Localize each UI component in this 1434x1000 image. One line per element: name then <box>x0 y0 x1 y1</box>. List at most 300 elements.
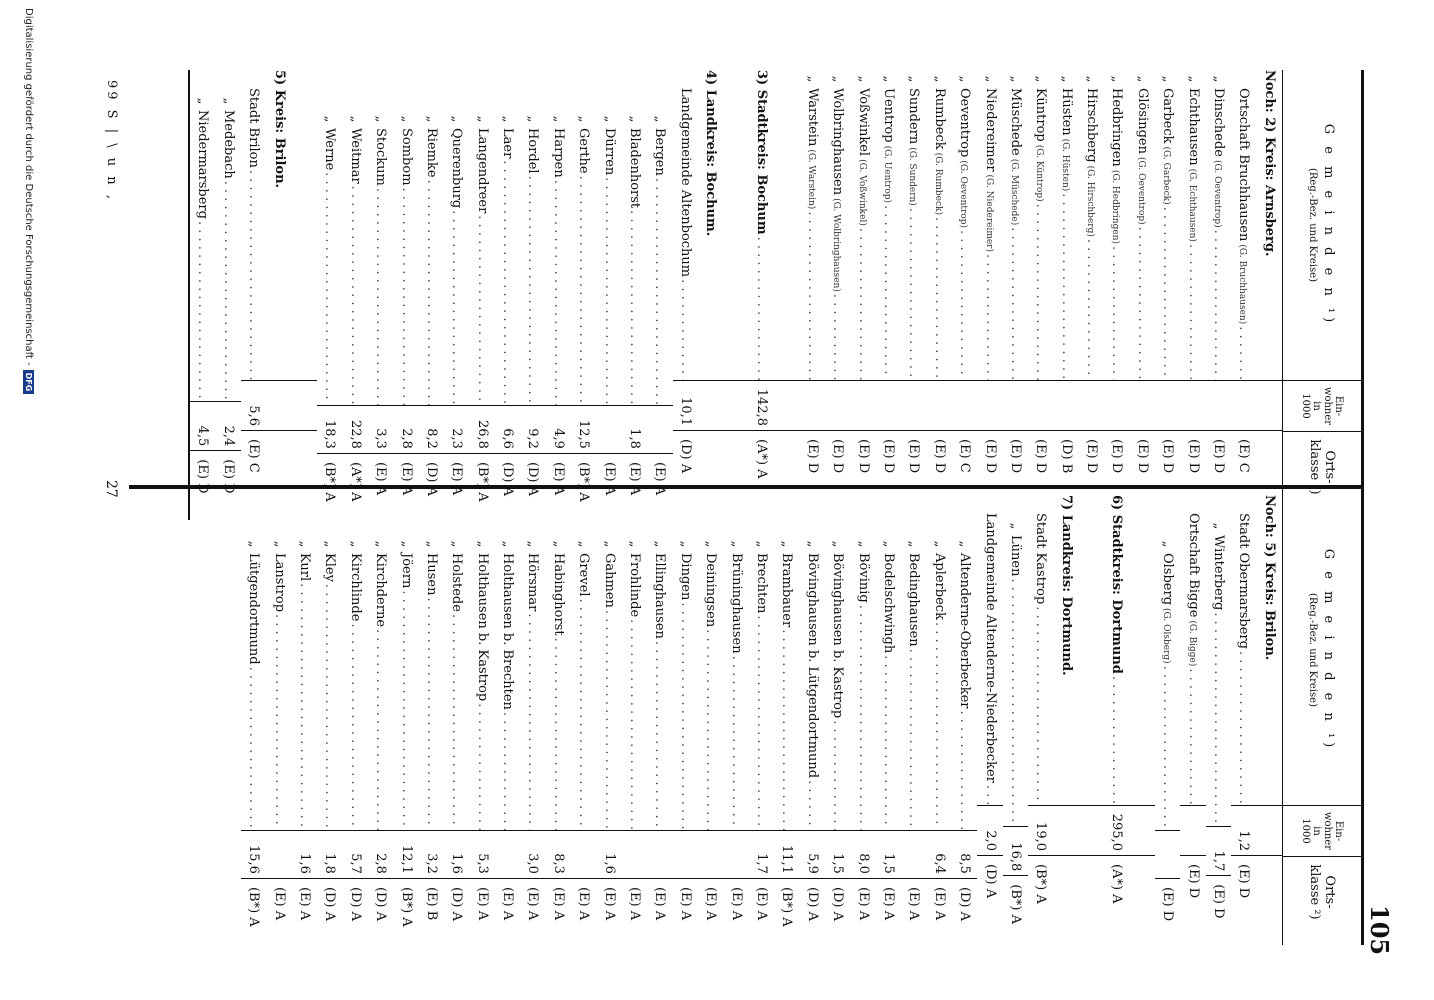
gemeinde-cell <box>1008 495 1023 826</box>
gemeinde-name: Hirschberg <box>1084 88 1100 163</box>
population-cell: 1,7 <box>1206 826 1231 876</box>
header-pop-line: wohner <box>1322 386 1333 426</box>
gemeinde-name: Querenburg <box>449 128 465 209</box>
gemeinde-cell <box>322 70 337 405</box>
gemeinde-name: Sundern <box>906 88 922 145</box>
ditto-mark: „ <box>601 540 617 548</box>
header-pop-line: in <box>1311 401 1322 411</box>
gemeinde-name: Lanstrop <box>271 553 287 613</box>
gemeinde-cell <box>475 495 490 830</box>
gemeinde-cell <box>500 495 515 830</box>
ortsklasse-cell: (E) A <box>571 878 596 945</box>
gemeinde-name: Deiningsen <box>703 553 719 628</box>
section-heading <box>1053 495 1078 945</box>
leader-dots <box>779 629 794 830</box>
gemeinde-cell <box>1059 495 1074 805</box>
ditto-mark: „ <box>957 75 973 83</box>
ortsklasse-cell: (B*) A <box>470 453 495 520</box>
table-row <box>571 495 596 945</box>
ortsklasse-cell: (E) A <box>470 878 495 945</box>
population-cell <box>977 380 1002 430</box>
ortsklasse-cell: (E) D <box>190 450 215 520</box>
ortsklasse-cell: (E) D <box>1104 430 1129 500</box>
leader-dots <box>1236 326 1251 380</box>
section-heading <box>698 70 723 520</box>
gemeinde-cell <box>983 495 998 805</box>
population-cell: 11,1 <box>774 830 799 878</box>
leader-dots <box>272 614 287 830</box>
gemeinde-name: Warstein <box>804 88 820 147</box>
gemeinde-name: Echthausen <box>1185 88 1201 166</box>
gemeinde-name: Holthausen b. Kastrop <box>474 553 490 702</box>
gemeinde-cell <box>678 495 693 830</box>
gemeinde-cell <box>1135 70 1150 380</box>
ortsklasse-cell: (E) C <box>952 430 977 500</box>
population-cell: 142,8 <box>749 380 774 430</box>
table-row <box>393 70 418 520</box>
footer-signature: 99 S | \ u n ‚ <box>104 80 119 202</box>
ditto-mark: „ <box>880 540 896 548</box>
population-cell: 26,8 <box>470 405 495 453</box>
population-cell: 9,2 <box>520 405 545 453</box>
leader-dots <box>957 711 972 831</box>
gemeinde-cell <box>957 495 972 830</box>
gemeinde-cell <box>602 70 617 405</box>
gemeinde-name: Müschede <box>1007 88 1023 156</box>
gemeinde-note: (G. Oeventrop) <box>1212 160 1223 228</box>
gemeinde-note: (G. Niedereimer) <box>983 174 994 252</box>
gemeinde-cell <box>525 495 540 830</box>
ortsklasse-cell: (E) A <box>749 878 774 945</box>
ditto-mark: „ <box>576 115 592 123</box>
leader-dots <box>830 720 845 830</box>
gemeinde-cell <box>805 70 820 380</box>
leader-dots <box>983 785 998 805</box>
gemeinde-name: Dingen <box>677 553 693 601</box>
table-row <box>927 495 952 945</box>
ortsklasse-cell: (D) A <box>673 430 698 500</box>
population-cell: 2,8 <box>393 405 418 453</box>
gemeinde-cell <box>627 495 642 830</box>
table-row <box>901 70 926 520</box>
ortsklasse-cell: (A*) A <box>749 430 774 500</box>
header-pop-line: Ein- <box>1333 395 1344 417</box>
header-class-line: klasse ²) <box>1307 864 1322 920</box>
table-row <box>368 70 393 520</box>
ortsklasse-cell: (E) D <box>1028 430 1053 500</box>
ortsklasse-cell: (E) C <box>1231 430 1256 500</box>
gemeinde-name: Stadt Obermarsberg <box>1236 513 1252 649</box>
spacer-row <box>1079 495 1104 945</box>
gemeinde-cell <box>805 495 820 830</box>
gemeinde-cell <box>373 70 388 405</box>
population-cell <box>1155 830 1180 878</box>
ditto-mark: „ <box>347 115 363 123</box>
population-cell <box>825 380 850 430</box>
ortsklasse-cell: (D) A <box>495 453 520 520</box>
ortsklasse-cell <box>1257 430 1282 500</box>
population-cell <box>901 830 926 878</box>
population-cell: 5,6 <box>241 380 266 430</box>
table-row <box>723 495 748 945</box>
leader-dots <box>856 605 871 830</box>
table-row <box>470 495 495 945</box>
ortsklasse-cell: (E) D <box>1003 430 1028 500</box>
gemeinde-name: Kurl <box>296 553 312 582</box>
table-row <box>1180 495 1205 945</box>
gemeinde-note: (G. Hedbringen) <box>1110 169 1121 244</box>
table-row <box>393 495 418 945</box>
table-row <box>800 70 825 520</box>
ortsklasse-cell: (E) A <box>698 878 723 945</box>
leader-dots <box>1033 606 1048 805</box>
ortsklasse-cell: (E) A <box>901 878 926 945</box>
table-row <box>266 495 291 945</box>
table-row <box>901 495 926 945</box>
population-cell <box>774 380 799 430</box>
table-right <box>241 495 1364 945</box>
population-cell: 8,2 <box>419 405 444 453</box>
gemeinde-cell <box>983 70 998 380</box>
population-cell: 1,8 <box>317 830 342 878</box>
table-row <box>546 70 571 520</box>
gemeinde-name: Harpen <box>550 128 566 178</box>
ortsklasse-cell: (E) D <box>1155 430 1180 500</box>
section-heading <box>1257 70 1282 520</box>
gemeinde-name: Bladenhorst <box>627 128 643 209</box>
gemeinde-name: Medebach <box>220 110 236 179</box>
table-row <box>622 70 647 520</box>
gemeinde-note: (G. Bruchhausen) <box>1237 244 1248 325</box>
ditto-mark: „ <box>627 540 643 548</box>
ditto-mark: „ <box>347 540 363 548</box>
ortsklasse-cell: (E) A <box>647 878 672 945</box>
ditto-mark: „ <box>601 115 617 123</box>
ditto-mark: „ <box>474 115 490 123</box>
gemeinde-cell <box>221 70 236 401</box>
gemeinde-name: Küntrop <box>1033 88 1049 142</box>
gemeinde-name: Jöern <box>398 553 414 589</box>
table-row <box>749 495 774 945</box>
leader-dots <box>399 590 414 830</box>
ditto-mark: „ <box>1058 75 1074 83</box>
leader-dots <box>729 656 744 830</box>
population-cell: 2,8 <box>368 830 393 878</box>
gemeinde-cell <box>297 495 312 830</box>
header-pop-line: Ein- <box>1333 820 1344 842</box>
leader-dots <box>805 211 820 380</box>
ortsklasse-cell: (B*) A <box>1003 875 1028 945</box>
table-left <box>188 70 1364 520</box>
ditto-mark: „ <box>220 97 236 105</box>
table-row <box>1079 70 1104 520</box>
ortsklasse-cell: (A*) A <box>1104 855 1129 925</box>
ortsklasse-cell <box>1257 855 1282 925</box>
gemeinde-name: Bergen <box>652 128 668 176</box>
gemeinde-name: Bedinghausen <box>906 553 922 647</box>
table-row <box>1231 70 1256 520</box>
population-cell <box>1180 805 1205 855</box>
gemeinde-name: Noch: 5) Kreis: Brilon. <box>1261 495 1277 661</box>
population-cell: 8,3 <box>546 830 571 878</box>
gemeinde-cell <box>703 70 718 380</box>
gemeinde-name: Werne <box>322 128 338 171</box>
population-cell: 22,8 <box>343 405 368 453</box>
ortsklasse-cell: (E) D <box>800 430 825 500</box>
gemeinde-cell <box>373 495 388 830</box>
gemeinde-name: Kirchderne <box>373 553 389 628</box>
population-cell: 2,3 <box>444 405 469 453</box>
ortsklasse-cell <box>1130 855 1155 925</box>
gemeinde-cell <box>1236 495 1251 805</box>
population-cell <box>1003 380 1028 430</box>
population-cell <box>876 380 901 430</box>
ortsklasse-cell: (E) D <box>876 430 901 500</box>
gemeinde-note: (G. Küntrop) <box>1034 144 1045 202</box>
population-cell <box>800 380 825 430</box>
ditto-mark: „ <box>855 75 871 83</box>
leader-dots <box>1211 612 1226 825</box>
leader-dots <box>678 279 693 380</box>
spacer-row <box>1130 495 1155 945</box>
population-cell <box>1206 380 1231 430</box>
leader-dots <box>525 176 540 406</box>
ortsklasse-cell: (E) D <box>1180 430 1205 500</box>
ditto-mark: „ <box>906 75 922 83</box>
gemeinde-name: Brechten <box>754 553 769 614</box>
ditto-mark: „ <box>296 540 312 548</box>
gemeinde-name: Niedereimer <box>982 88 998 172</box>
gemeinde-name: Bövinig <box>855 553 871 603</box>
leader-dots <box>500 160 515 405</box>
gemeinde-cell <box>1033 495 1048 805</box>
table-row <box>596 70 621 520</box>
leader-dots <box>1186 668 1201 805</box>
gemeinde-name: Sombom <box>398 128 414 186</box>
ortsklasse-cell: (E) A <box>546 453 571 520</box>
population-cell: 1,6 <box>292 830 317 878</box>
ditto-mark: „ <box>1007 75 1023 83</box>
population-cell <box>723 380 748 430</box>
footer-number: 27 <box>103 480 119 498</box>
table-row <box>977 70 1002 520</box>
table-row <box>520 495 545 945</box>
leader-dots <box>906 649 921 830</box>
population-cell: 1,6 <box>444 830 469 878</box>
gemeinde-name: Olsberg <box>1160 553 1176 606</box>
population-cell: 4,9 <box>546 405 571 453</box>
ditto-mark: „ <box>525 115 541 123</box>
table-row <box>825 495 850 945</box>
table-row <box>825 70 850 520</box>
gemeinde-name: Altenderne-Oberbecker <box>957 553 973 709</box>
header-gemeinden <box>1283 495 1361 805</box>
ditto-mark: „ <box>1160 75 1176 83</box>
table-row <box>216 70 241 520</box>
leader-dots <box>348 186 363 405</box>
ortsklasse-cell: (E) A <box>850 878 875 945</box>
gemeinde-cell <box>272 495 287 830</box>
ortsklasse-cell: (B*) A <box>317 453 342 520</box>
leader-dots <box>906 208 921 380</box>
ditto-mark: „ <box>779 540 795 548</box>
ortsklasse-cell: (B*) A <box>571 453 596 520</box>
table-row <box>698 495 723 945</box>
gemeinde-cell <box>754 495 769 830</box>
gemeinde-cell <box>399 495 414 830</box>
gemeinde-name: Niedermarsberg <box>195 110 211 219</box>
dfg-watermark <box>23 8 34 394</box>
population-cell: 2,4 <box>216 401 241 451</box>
ortsklasse-cell <box>266 430 291 500</box>
gemeinde-name: Ortschaft Bigge <box>1185 513 1201 618</box>
gemeinde-cell <box>399 70 414 405</box>
ditto-mark: „ <box>1084 75 1100 83</box>
population-cell: 10,1 <box>673 380 698 430</box>
watermark-text: Digitalisierung gefördert durch die Deutsche Forschungsgemeinschaft - <box>23 8 34 366</box>
gemeinde-cell <box>449 70 464 405</box>
leader-dots <box>399 188 414 406</box>
table-row <box>952 70 977 520</box>
population-cell: 1,2 <box>1231 805 1256 855</box>
table-row <box>1104 70 1129 520</box>
leader-dots <box>1109 676 1124 805</box>
leader-dots <box>602 177 617 405</box>
ortsklasse-cell: (D) B <box>1053 430 1078 500</box>
gemeinde-name: Bövinghausen b. Kastrop <box>830 553 846 719</box>
population-cell <box>1079 380 1104 430</box>
gemeinde-cell <box>246 70 261 380</box>
table-row <box>444 70 469 520</box>
ortsklasse-cell: (E) A <box>596 453 621 520</box>
table-row <box>1206 70 1231 520</box>
gemeinde-cell <box>576 70 591 405</box>
page-number: 105 <box>1365 905 1394 956</box>
header-subtitle: (Reg.-Bez. und Kreise) <box>1307 168 1319 282</box>
ortsklasse-cell: (B*) A <box>393 878 418 945</box>
gemeinde-cell <box>881 70 896 380</box>
ditto-mark: „ <box>728 540 744 548</box>
gemeinde-cell <box>1109 70 1124 380</box>
population-cell <box>1180 380 1205 430</box>
leader-dots <box>348 623 363 830</box>
ditto-mark: „ <box>880 75 896 83</box>
ortsklasse-cell: (E) A <box>647 453 672 520</box>
gemeinde-cell <box>525 70 540 405</box>
gemeinde-name: Landgemeinde Altenderne-Niederbecker <box>982 513 998 783</box>
population-cell <box>571 830 596 878</box>
population-cell: 3,0 <box>520 830 545 878</box>
gemeinde-cell <box>424 495 439 830</box>
leader-dots <box>195 221 210 401</box>
population-cell <box>850 380 875 430</box>
leader-dots <box>576 176 591 406</box>
table-row <box>1104 495 1129 945</box>
ditto-mark: „ <box>576 540 592 548</box>
table-row <box>596 495 621 945</box>
ortsklasse-cell <box>1079 855 1104 925</box>
gemeinde-name: Wolbringhausen <box>830 88 846 196</box>
gemeinde-cell <box>754 70 769 380</box>
population-cell <box>1130 805 1155 855</box>
ditto-mark: „ <box>322 115 338 123</box>
leader-dots <box>983 254 998 380</box>
ortsklasse-cell: (E) A <box>622 878 647 945</box>
table-row <box>1155 70 1180 520</box>
ortsklasse-cell: (D) A <box>444 878 469 945</box>
population-cell <box>292 380 317 430</box>
table-row <box>1003 495 1028 945</box>
population-cell: 8,0 <box>850 830 875 878</box>
table-row <box>419 495 444 945</box>
header-ortsklasse <box>1283 431 1361 502</box>
header-title: G e m e i n d e n ¹) <box>1321 548 1337 752</box>
gemeinde-cell <box>475 70 490 405</box>
population-cell: 18,3 <box>317 405 342 453</box>
ditto-mark: „ <box>1109 75 1125 83</box>
gemeinde-cell <box>272 70 287 380</box>
ortsklasse-cell: (E) A <box>444 453 469 520</box>
ditto-mark: „ <box>373 115 389 123</box>
leader-dots <box>1109 246 1124 380</box>
gemeinde-cell <box>1160 495 1175 830</box>
leader-dots <box>1160 666 1175 830</box>
gemeinde-cell <box>957 70 972 380</box>
ortsklasse-cell: (E) A <box>622 453 647 520</box>
gemeinde-name: Kley <box>322 553 338 582</box>
table-row <box>876 70 901 520</box>
ditto-mark: „ <box>1134 75 1150 83</box>
ortsklasse-cell: (E) A <box>495 878 520 945</box>
table-row <box>850 70 875 520</box>
header-class-line: klasse ²) <box>1307 439 1322 495</box>
gemeinde-cell <box>322 495 337 830</box>
population-cell: 1,8 <box>622 405 647 453</box>
ortsklasse-cell: (E) B <box>419 878 444 945</box>
leader-dots <box>1084 239 1099 380</box>
gemeinde-cell <box>729 495 744 830</box>
leader-dots <box>576 599 591 831</box>
header-population <box>1283 805 1361 856</box>
ortsklasse-cell: (D) A <box>520 453 545 520</box>
table-row <box>495 70 520 520</box>
table-row <box>1028 70 1053 520</box>
table-row <box>927 70 952 520</box>
header-class-line: Orts- <box>1322 450 1337 484</box>
ditto-mark: „ <box>1007 522 1023 530</box>
ortsklasse-cell: (E) A <box>546 878 571 945</box>
leader-dots <box>652 641 667 830</box>
gemeinde-cell <box>856 495 871 830</box>
ditto-mark: „ <box>652 540 668 548</box>
header-pop-line: in <box>1311 826 1322 836</box>
leader-dots <box>449 210 464 405</box>
gemeinde-name: Frohlinde <box>627 553 643 618</box>
table-row <box>749 70 774 520</box>
section-heading <box>1257 495 1282 945</box>
gemeinde-cell <box>1211 70 1226 380</box>
gemeinde-name: Gahmen <box>601 553 617 608</box>
leader-dots <box>551 638 566 831</box>
table-row <box>190 70 215 520</box>
header-pop-line: 1000 <box>1300 818 1311 844</box>
leader-dots <box>754 237 769 380</box>
leader-dots <box>1211 230 1226 380</box>
gemeinde-cell <box>1262 70 1277 380</box>
population-cell: 1,5 <box>876 830 901 878</box>
ditto-mark: „ <box>550 115 566 123</box>
leader-dots <box>1008 227 1023 380</box>
